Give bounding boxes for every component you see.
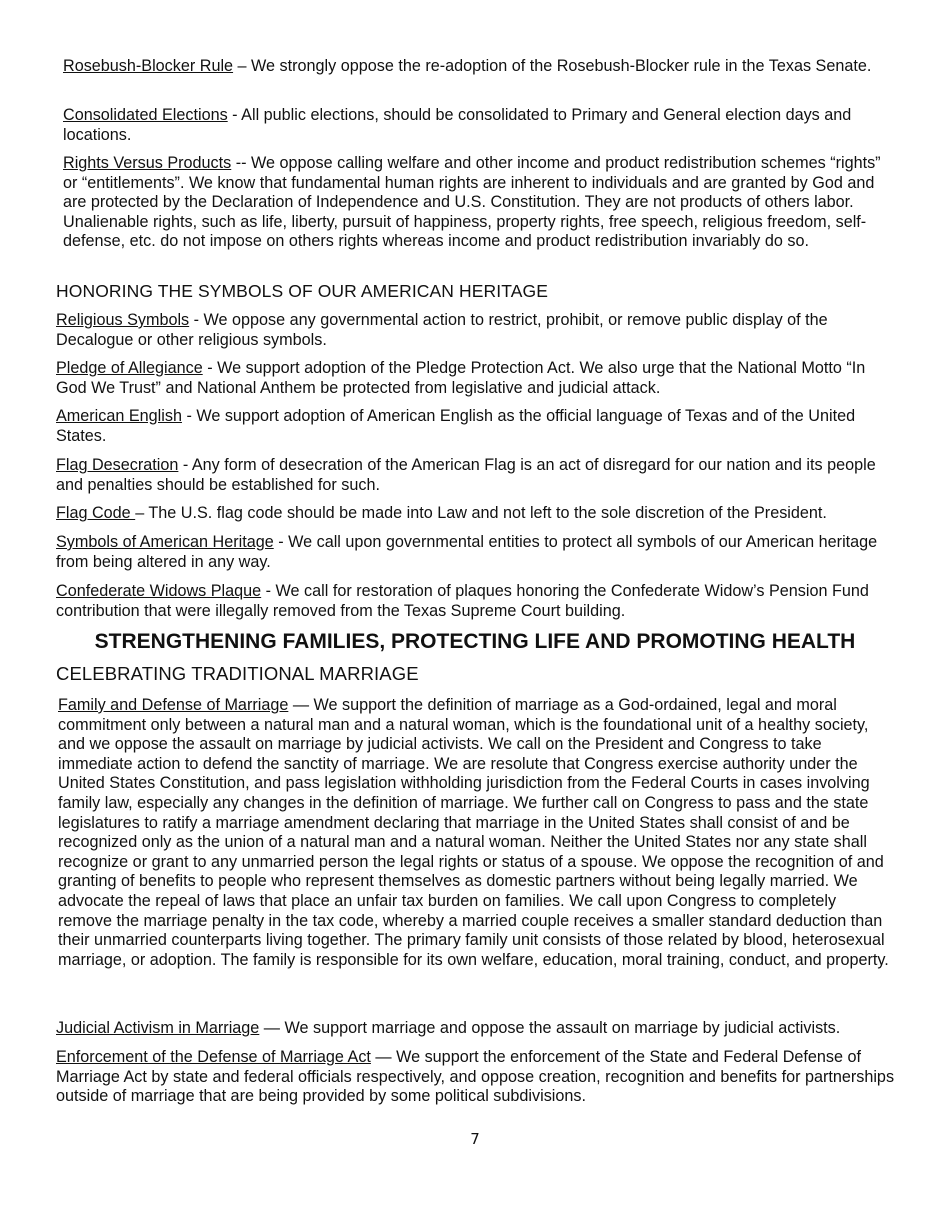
rosebush-title: Rosebush-Blocker Rule (63, 57, 234, 75)
judicial-body: — We support marriage and oppose the assault on marriage by judicial activists. (259, 1019, 841, 1037)
enforcement-paragraph (56, 1048, 896, 1107)
pledge-title: Pledge of Allegiance (56, 359, 203, 377)
english-title: American English (56, 407, 182, 425)
english-paragraph (56, 407, 896, 446)
pledge-body: - We support adoption of the Pledge Protection Act. We also urge that the National Motto “In God We Trust” and National Anthem be protected from legislative and judicial attack. (56, 359, 866, 397)
religious-title: Religious Symbols (56, 311, 190, 329)
religious-paragraph (56, 311, 896, 350)
widows-body: - We call for restoration of plaques honoring the Confederate Widow’s Pension Fund contribution that were illegally removed from the Texas Supreme Court building. (56, 582, 869, 620)
desecration-title: Flag Desecration (56, 456, 179, 474)
english-body: - We support adoption of American English as the official language of Texas and of the United States. (56, 407, 856, 445)
rights-body: -- We oppose calling welfare and other income and product redistribution schemes “rights” or “entitlements”. We know that fundamental human rights are inherent to individuals and are granted by God and are protected by the Declaration of Independence and U.S. Constitution. They are not products of others labor. Unalienable rights, such as life, liberty, pursuit of happiness, property rights, free speech, religious freedom, self-defense, etc. do not impose on others rights whereas income and product redistribution invariably do so. (63, 154, 881, 251)
heritage-heading: HONORING THE SYMBOLS OF OUR AMERICAN HERITAGE (56, 281, 548, 301)
judicial-title: Judicial Activism in Marriage (56, 1019, 260, 1037)
family-body: — We support the definition of marriage as a God-ordained, legal and moral commitment only between a natural man and a natural woman, which is the foundational unit of a healthy society, and we oppose the assault on marriage by judicial activists. We call on the President and Congress to take immediate action to defend the sanctity of marriage. We are resolute that Congress exercise authority under the United States Constitution, and pass legislation withholding jurisdiction from the Federal Courts in cases involving family law, especially any changes in the definition of marriage. We further call on Congress to pass and the state legislatures to ratify a marriage amendment declaring that marriage in the United States shall consist of and be recognized only as the union of a natural man and a natural woman. Neither the United States nor any state shall recognize or grant to any unmarried person the legal rights or status of a spouse. We oppose the recognition of and granting of benefits to people who represent themselves as domestic partners without being legally married. We advocate the repeal of laws that place an unfair tax burden on families. We call upon Congress to completely remove the marriage penalty in the tax code, whereby a married couple receives a smaller standard deduction than their unmarried counterparts living together. The primary family unit consists of those related by blood, heterosexual marriage, or adoption. The family is responsible for its own welfare, education, moral training, conduct, and property. (58, 696, 889, 969)
enforcement-title: Enforcement of the Defense of Marriage Act (56, 1048, 371, 1066)
marriage-heading: CELEBRATING TRADITIONAL MARRIAGE (56, 663, 419, 684)
widows-paragraph (56, 582, 896, 621)
flagcode-body: – The U.S. flag code should be made into Law and not left to the sole discretion of the President. (135, 504, 827, 522)
flagcode-title: Flag Code (56, 504, 136, 522)
religious-body: - We oppose any governmental action to restrict, prohibit, or remove public display of the Decalogue or other religious symbols. (56, 311, 828, 349)
flagcode-paragraph (56, 504, 896, 524)
rights-paragraph (63, 154, 895, 252)
rights-title: Rights Versus Products (63, 154, 232, 172)
desecration-body: - Any form of desecration of the American Flag is an act of disregard for our nation and its people and penalties should be established for such. (56, 456, 876, 494)
rosebush-body: – We strongly oppose the re-adoption of the Rosebush-Blocker rule in the Texas Senate. (233, 57, 872, 75)
rosebush-paragraph (63, 57, 893, 77)
enforcement-body: — We support the enforcement of the State and Federal Defense of Marriage Act by state and federal officials respectively, and oppose creation, recognition and benefits for partnerships outside of marriage that are being provided by some political subdivisions. (56, 1048, 895, 1106)
consolidated-paragraph (63, 106, 893, 145)
consolidated-title: Consolidated Elections (63, 106, 228, 124)
desecration-paragraph (56, 456, 896, 495)
family-paragraph (58, 696, 892, 970)
symbols-paragraph (56, 533, 896, 572)
symbols-title: Symbols of American Heritage (56, 533, 274, 551)
widows-title: Confederate Widows Plaque (56, 582, 262, 600)
consolidated-body: - All public elections, should be consolidated to Primary and General election days and locations. (63, 106, 852, 144)
page-number: 7 (470, 1130, 480, 1148)
judicial-paragraph (56, 1019, 896, 1039)
pledge-paragraph (56, 359, 896, 398)
family-title: Family and Defense of Marriage (58, 696, 289, 714)
symbols-body: - We call upon governmental entities to protect all symbols of our American heritage from being altered in any way. (56, 533, 878, 571)
main-heading: STRENGTHENING FAMILIES, PROTECTING LIFE AND PROMOTING HEALTH (94, 630, 856, 653)
